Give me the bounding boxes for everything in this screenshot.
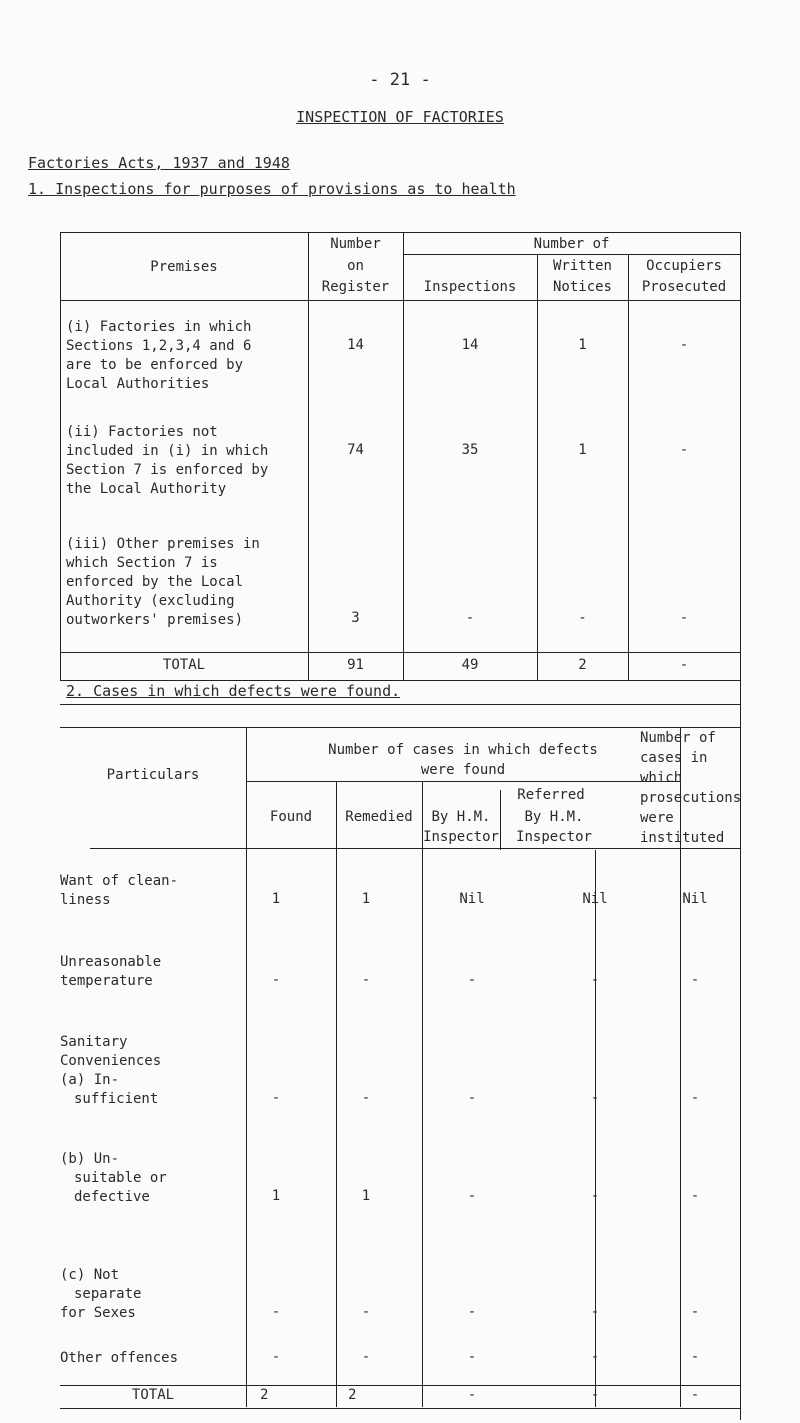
- header-written-notices: Notices: [552, 279, 612, 295]
- header-register: Register: [321, 279, 390, 295]
- table2-cell: -: [467, 1349, 477, 1365]
- table1-rule: [60, 300, 740, 301]
- table1-total-cell: 2: [578, 657, 587, 673]
- header-by-hm-inspector: By H.M.: [431, 809, 491, 825]
- table1-rule: [60, 652, 740, 653]
- table2-row-label: Want of clean- liness: [60, 873, 179, 908]
- header-cases-found: Number of cases in which defects: [328, 742, 598, 758]
- table2-rule: [60, 1408, 740, 1409]
- table1-cell: -: [578, 610, 587, 626]
- table2-cell: -: [361, 1090, 371, 1106]
- table1-row-label: (ii) Factories not included in (i) in which Section 7 is enforced by the Local Authority: [66, 424, 269, 497]
- table2-cell: -: [690, 1304, 700, 1320]
- table2-cell: 1: [361, 891, 371, 907]
- table1-cell: 1: [578, 442, 587, 458]
- table1-total-cell: 91: [347, 657, 364, 673]
- table2-row-label: Other offences: [60, 1350, 179, 1366]
- table2-total-cell: 2: [260, 1387, 269, 1403]
- table1-rule: [740, 232, 741, 680]
- table2-rule: [90, 848, 740, 849]
- table2-total-cell: -: [467, 1387, 477, 1403]
- table1-rule: [60, 232, 740, 233]
- table2-cell: -: [361, 1349, 371, 1365]
- table2-rule: [595, 850, 596, 1407]
- header-number-of: Number of: [533, 236, 610, 252]
- table2-cell: -: [590, 1304, 600, 1320]
- header-to-hm-inspector: By H.M.: [524, 809, 584, 825]
- table2-cell: -: [467, 1090, 477, 1106]
- table2-cell: -: [590, 1349, 600, 1365]
- header-prosecutions: Number of cases in which prosecutions were instituted: [640, 730, 742, 846]
- table2-total-cell: -: [590, 1387, 600, 1403]
- table2-rule: [60, 727, 740, 728]
- section1-title: 1. Inspections for purposes of provisions as to health: [28, 180, 516, 198]
- table1-cell: -: [679, 337, 689, 353]
- table2-cell: -: [467, 1304, 477, 1320]
- acts-title: Factories Acts, 1937 and 1948: [28, 154, 290, 172]
- table2-row-label: (b) Un- suitable or defective: [60, 1151, 167, 1205]
- section2-title: 2. Cases in which defects were found.: [66, 682, 401, 700]
- header-referred: Referred: [517, 787, 585, 803]
- table1-cell: -: [465, 610, 475, 626]
- table2-cell: 1: [271, 1188, 281, 1204]
- table2-cell: -: [467, 972, 477, 988]
- table1-rule: [60, 680, 740, 681]
- table1-rule: [403, 254, 740, 255]
- table2-cell: Nil: [459, 891, 485, 907]
- table2-cell: 1: [271, 891, 281, 907]
- header-to-hm-inspector: Inspector: [516, 829, 592, 845]
- table2-cell: Nil: [582, 891, 608, 907]
- table2-cell: -: [271, 972, 281, 988]
- table1-total-cell: -: [679, 657, 689, 673]
- table2-cell: -: [467, 1188, 477, 1204]
- header-found: Found: [269, 809, 313, 825]
- header-written-notices: Written: [552, 258, 612, 274]
- header-occupiers-prosecuted: Prosecuted: [641, 279, 727, 295]
- table2-cell: -: [690, 972, 700, 988]
- table2-total-label: TOTAL: [131, 1387, 175, 1403]
- table1-cell: -: [679, 610, 689, 626]
- table2-cell: -: [690, 1349, 700, 1365]
- header-particulars: Particulars: [106, 767, 200, 783]
- table1-cell: 14: [461, 337, 479, 353]
- table2-row-label: Unreasonable temperature: [60, 954, 162, 989]
- table2-cell: -: [271, 1349, 281, 1365]
- table1-cell: 1: [578, 337, 587, 353]
- table1-row-label: (i) Factories in which Sections 1,2,3,4 and 6 are to be enforced by Local Authorities: [66, 319, 252, 392]
- table2-row-label: (c) Not separate for Sexes: [60, 1267, 142, 1321]
- table1-total-label: TOTAL: [162, 657, 206, 673]
- table2-rule: [246, 781, 680, 782]
- table1-cell: 3: [351, 610, 360, 626]
- table1-total-cell: 49: [461, 657, 479, 673]
- table1-cell: 74: [347, 442, 364, 458]
- table2-cell: -: [361, 1304, 371, 1320]
- table2-total-cell: 2: [348, 1387, 357, 1403]
- table2-row-label: Sanitary Conveniences (a) In- sufficient: [60, 1034, 162, 1107]
- table2-cell: -: [271, 1304, 281, 1320]
- table1-rule: [60, 232, 61, 680]
- table1-rule: [60, 704, 740, 705]
- table1-cell: -: [679, 442, 689, 458]
- header-cases-found: were found: [420, 762, 506, 778]
- table2-rule: [60, 1385, 740, 1386]
- table2-cell: -: [271, 1090, 281, 1106]
- header-remedied: Remedied: [345, 809, 413, 825]
- table1-cell: 35: [461, 442, 479, 458]
- table2-cell: -: [590, 1188, 600, 1204]
- header-occupiers-prosecuted: Occupiers: [646, 258, 722, 274]
- table2-total-cell: -: [690, 1387, 700, 1403]
- header-inspections: Inspections: [423, 279, 517, 295]
- table2-cell: -: [590, 1090, 600, 1106]
- header-register: on: [347, 258, 364, 274]
- table2-cell: Nil: [682, 891, 708, 907]
- page-title: INSPECTION OF FACTORIES: [296, 108, 504, 126]
- header-premises: Premises: [150, 259, 218, 275]
- table2-cell: -: [690, 1090, 700, 1106]
- page-number: - 21 -: [369, 70, 431, 90]
- header-by-hm-inspector: Inspector: [423, 829, 499, 845]
- table2-cell: -: [690, 1188, 700, 1204]
- table1-cell: 14: [347, 337, 364, 353]
- table1-row-label: (iii) Other premises in which Section 7 is enforced by the Local Authority (excluding outworkers' premises): [66, 536, 260, 628]
- table2-cell: 1: [361, 1188, 371, 1204]
- table2-cell: -: [361, 972, 371, 988]
- table2-cell: -: [590, 972, 600, 988]
- header-register: Number: [330, 236, 381, 252]
